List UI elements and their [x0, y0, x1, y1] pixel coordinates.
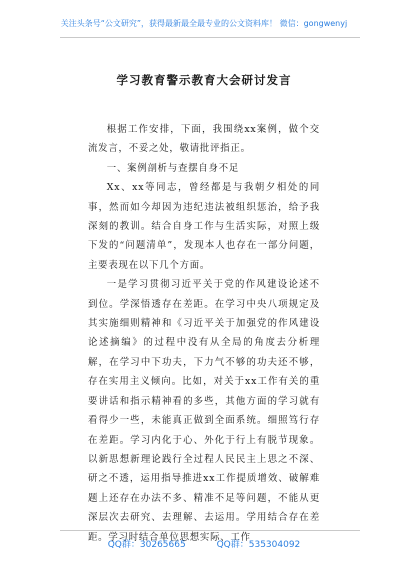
- footer: [0, 537, 408, 550]
- paragraph-point-one: 一是学习贯彻习近平关于党的作风建设论述不到位。学深悟透存在差距。在学习中央八项规定及其实施细则精神和《习近平关于加强党的作风建设论述摘编》的过程中没有从全局的角度去分析理解，在学习中下功夫，下力气不够的功夫还不够，存在实用主义倾向。比如，对关于xx工作有关的重要讲话和指示精神看的多些，其他方面的学习就有看得少一些，未能真正做到全面系统。细照笃行存在差距。学习内化于心、外化于行上有脱节现象。以新思想新理论践行全过程人民民主上思之不深、研之不透，运用指导推进xx工作提质增效、破解难题上还存在办法不多、精准不足等问题，不能从更深层次去研究、去理解、去运用。学用结合存在差距。学习时结合单位思想实际、工作: [88, 279, 320, 543]
- paragraph-case: Xx、xx等同志，曾经都是与我朝夕相处的同事，然而如今却因为违纪违法被组织惩治，给予我深刻的教训。结合自身工作与生活实际，对照上级下发的“问题清单”，发现本人也存在一部分问题，主要表现在以下几个方面。: [88, 182, 320, 271]
- header-banner: 关注头条号“公文研究”，获得最新最全最专业的公文资料库！ 微信：gongwenyj: [60, 19, 348, 28]
- footer-divider: [60, 530, 360, 531]
- document-body: [88, 120, 320, 547]
- footer-qq-group-2: QQ群：535304092: [216, 540, 301, 550]
- section-heading: 一、案例剖析与查摆自身不足: [106, 162, 240, 174]
- footer-qq-group-1: QQ群：30265665: [107, 540, 186, 550]
- header-divider: [60, 37, 360, 38]
- paragraph-intro: 根据工作安排，下面，我围绕xx案例，做个交流发言，不妥之处，敬请批评指正。: [88, 124, 320, 155]
- document-title: 学习教育警示教育大会研讨发言: [116, 73, 292, 87]
